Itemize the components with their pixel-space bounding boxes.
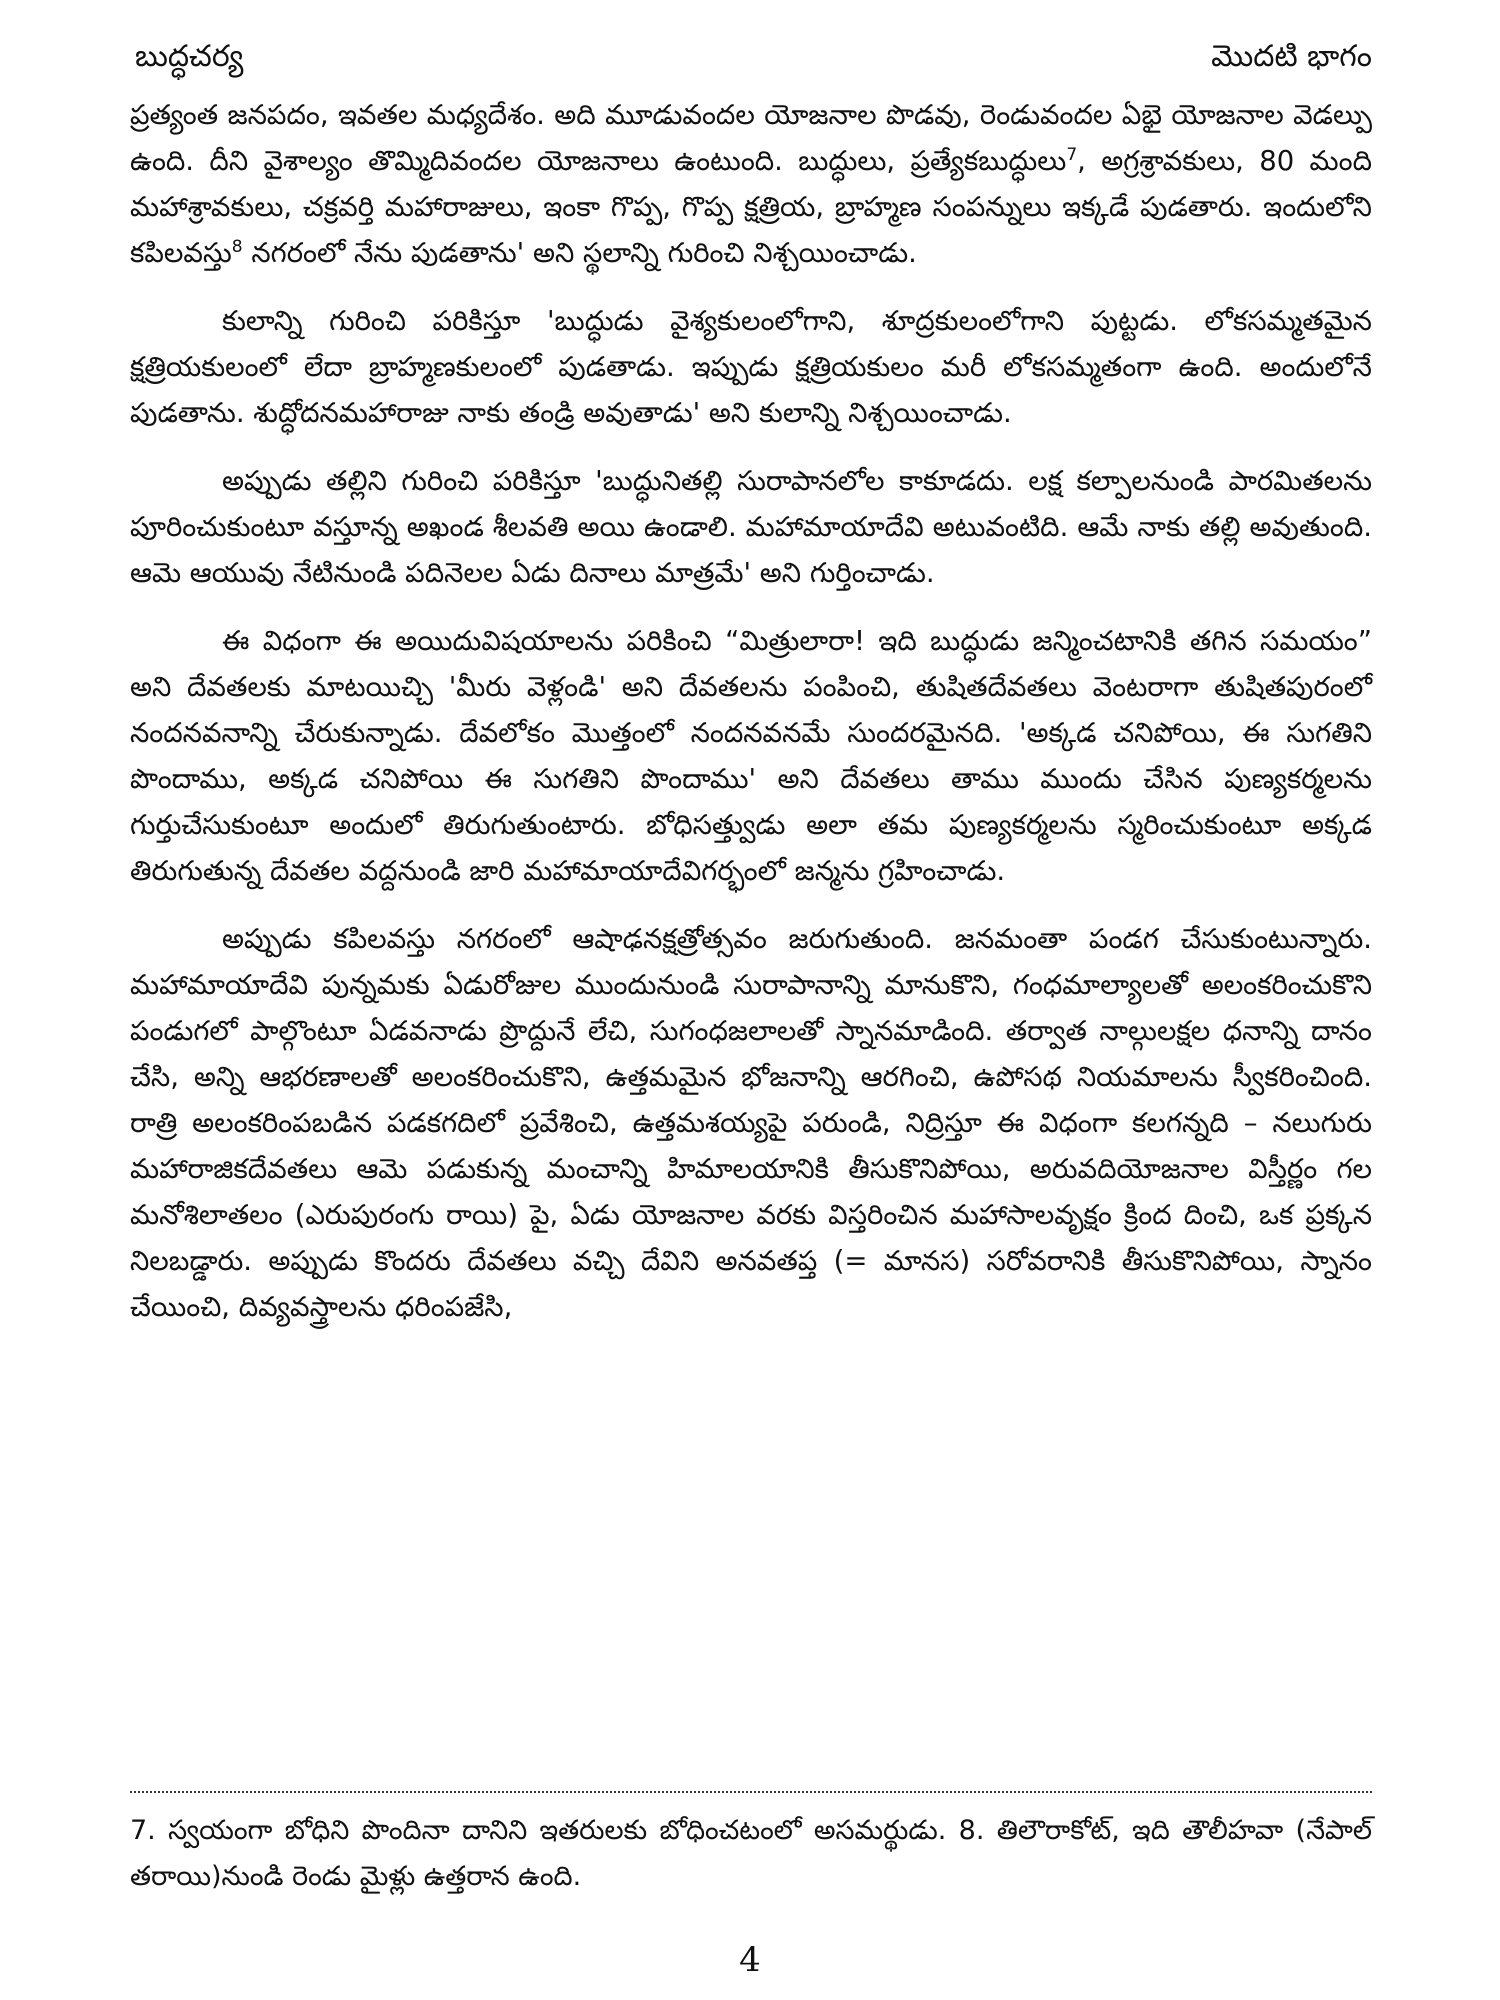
paragraph-text: కులాన్ని గురించి పరికిస్తూ 'బుద్ధుడు వైశ్యకులంలోగాని, శూద్రకులంలోగాని పుట్టడు. లోకసమ్మతమైన క్షత్రియకులంలో లేదా బ్రాహ్మణకులంలో పుడతాడు. ఇప్పుడు క్షత్రియకులం మరీ లోకసమ్మతంగా ఉంది. అందులోనే పుడతాను. శుద్ధోదనమహారాజు నాకు తండ్రి అవుతాడు' అని కులాన్ని నిశ్చయించాడు. bbox=[130, 305, 1372, 429]
footnote-ref-7[interactable]: 7 bbox=[1066, 144, 1078, 165]
footnote-divider bbox=[130, 1791, 1372, 1793]
body-text bbox=[130, 92, 1372, 1352]
paragraph-5 bbox=[130, 916, 1372, 1330]
paragraph-text: నగరంలో నేను పుడతాను' అని స్థలాన్ని గురించి నిశ్చయించాడు. bbox=[242, 237, 917, 269]
footnote-text: 7. స్వయంగా బోధిని పొందినా దానిని ఇతరులకు బోధించటంలో అసమర్థుడు. 8. తిలౌరాకోట్, ఇది తౌలీహవా (నేపాల్ తరాయి)నుండి రెండు మైళ్లు ఉత్తరాన ఉంది. bbox=[130, 1815, 1372, 1892]
footnotes bbox=[130, 1808, 1372, 1900]
page-number: 4 bbox=[739, 1940, 761, 1980]
paragraph-text: ప్రత్యంత జనపదం, ఇవతల మధ్యదేశం. అది మూడువందల యోజనాల పొడవు, రెండువందల ఏభై యోజనాల వెడల్పు ఉంది. దీని వైశాల్యం తొమ్మిదివందల యోజనాలు ఉంటుంది. బుద్ధులు, ప్రత్యేకబుద్ధులు bbox=[130, 99, 1372, 177]
running-header bbox=[135, 32, 1372, 82]
paragraph-text: అప్పుడు కపిలవస్తు నగరంలో ఆషాఢనక్షత్రోత్సవం జరుగుతుంది. జనమంతా పండగ చేసుకుంటున్నారు. మహామాయాదేవి పున్నమకు ఏడురోజుల ముందునుండి సురాపానాన్ని మానుకొని, గంధమాల్యాలతో అలంకరించుకొని పండుగలో పాల్గొంటూ ఏడవనాడు ప్రొద్దునే లేచి, సుగంధజలాలతో స్నానమాడింది. తర్వాత నాల్గులక్షల ధనాన్ని దానం చేసి, అన్ని ఆభరణాలతో అలంకరించుకొని, ఉత్తమమైన భోజనాన్ని ఆరగించి, ఉపోసథ నియమాలను స్వీకరించింది. రాత్రి అలంకరింపబడిన పడకగదిలో ప్రవేశించి, ఉత్తమశయ్యపై పరుండి, నిద్రిస్తూ ఈ విధంగా కలగన్నది – నలుగురు మహారాజికదేవతలు ఆమె పడుకున్న మంచాన్ని హిమాలయానికి తీసుకొనిపోయి, అరువదియోజనాల విస్తీర్ణం గల మనోశిలాతలం (ఎరుపురంగు రాయి) పై, ఏడు యోజనాల వరకు విస్తరించిన మహాసాలవృక్షం క్రింద దించి, ఒక ప్రక్కన నిలబడ్డారు. అప్పుడు కొందరు దేవతలు వచ్చి దేవిని అనవతప్త (= మానస) సరోవరానికి తీసుకొనిపోయి, స్నానం చేయించి, దివ్యవస్త్రాలను ధరింపజేసి, bbox=[130, 923, 1372, 1323]
paragraph-4 bbox=[130, 618, 1372, 894]
paragraph-1 bbox=[130, 92, 1372, 276]
paragraph-text: , అగ్రశ్రావకులు, 80 మంది మహాశ్రావకులు, చక్రవర్తి మహారాజులు, ఇంకా గొప్ప, గొప్ప క్షత్రియ, బ్రాహ్మణ సంపన్నులు ఇక్కడే పుడతారు. ఇందులోని కపిలవస్తు bbox=[130, 145, 1373, 269]
part-title: మొదటి భాగం bbox=[1211, 39, 1372, 74]
book-title: బుద్ధచర్య bbox=[135, 39, 244, 74]
paragraph-text: ఈ విధంగా ఈ అయిదువిషయాలను పరికించి “మిత్రులారా! ఇది బుద్ధుడు జన్మించటానికి తగిన సమయం” అని దేవతలకు మాటయిచ్చి 'మీరు వెళ్లండి' అని దేవతలను పంపించి, తుషితదేవతలు వెంటరాగా తుషితపురంలో నందనవనాన్ని చేరుకున్నాడు. దేవలోకం మొత్తంలో నందనవనమే సుందరమైనది. 'అక్కడ చనిపోయి, ఈ సుగతిని పొందాము, అక్కడ చనిపోయి ఈ సుగతిని పొందాము' అని దేవతలు తాము ముందు చేసిన పుణ్యకర్మలను గుర్తుచేసుకుంటూ అందులో తిరుగుతుంటారు. బోధిసత్త్వుడు అలా తమ పుణ్యకర్మలను స్మరించుకుంటూ అక్కడ తిరుగుతున్న దేవతల వద్దనుండి జారి మహామాయాదేవిగర్భంలో జన్మను గ్రహించాడు. bbox=[130, 625, 1372, 887]
footnote-ref-8[interactable]: 8 bbox=[231, 236, 243, 257]
paragraph-text: అప్పుడు తల్లిని గురించి పరికిస్తూ 'బుద్ధునితల్లి సురాపానలోల కాకూడదు. లక్ష కల్పాలనుండి పారమితలను పూరించుకుంటూ వస్తూన్న అఖండ శీలవతి అయి ఉండాలి. మహామాయాదేవి అటువంటిది. ఆమే నాకు తల్లి అవుతుంది. ఆమె ఆయువు నేటినుండి పదినెలల ఏడు దినాలు మాత్రమే' అని గుర్తించాడు. bbox=[130, 465, 1372, 589]
paragraph-2 bbox=[130, 298, 1372, 436]
paragraph-3 bbox=[130, 458, 1372, 596]
